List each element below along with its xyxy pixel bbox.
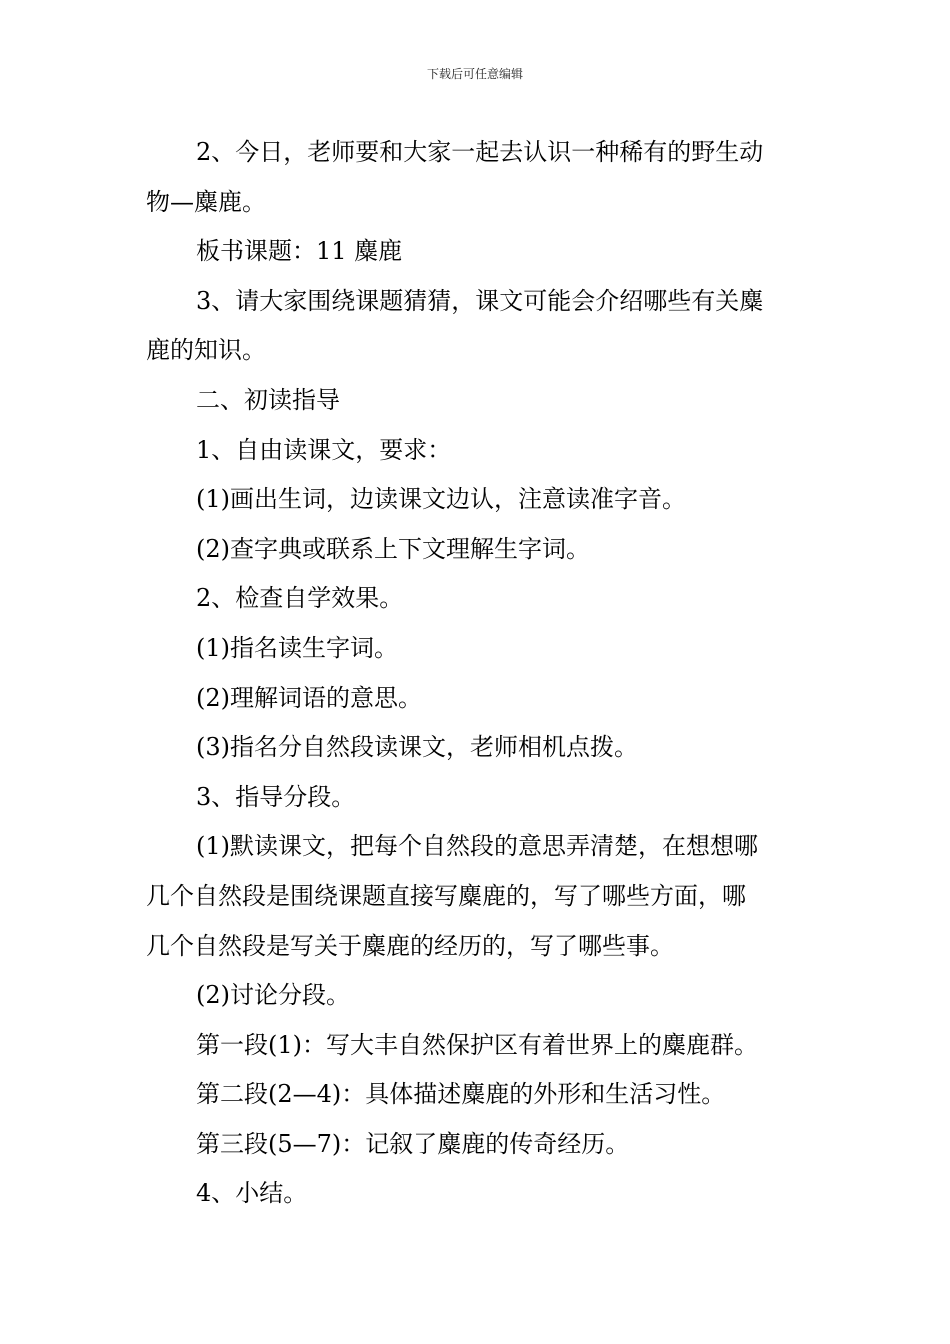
paragraph-guide-segmenting: 3、指导分段。 <box>196 782 356 811</box>
paragraph-read-by-paragraph: (3)指名分自然段读课文，老师相机点拨。 <box>196 733 638 762</box>
paragraph-segment-two: 第二段(2—4)：具体描述麋鹿的外形和生活习性。 <box>196 1080 726 1109</box>
paragraph-intro-line-1: 2、今日，老师要和大家一起去认识一种稀有的野生动 <box>196 138 764 166</box>
document-body <box>146 128 810 1219</box>
paragraph-understand-words: (2)理解词语的意思。 <box>196 683 422 712</box>
paragraph-mark-words: (1)画出生词，边读课文边认，注意读准字音。 <box>196 485 686 514</box>
page-header: 下载后可任意编辑 <box>426 67 523 81</box>
paragraph-free-reading: 1、自由读课文，要求： <box>196 435 452 464</box>
paragraph-silent-read-line-3: 几个自然段是写关于麋鹿的经历的，写了哪些事。 <box>146 931 674 960</box>
paragraph-discuss-segmenting: (2)讨论分段。 <box>196 981 350 1010</box>
paragraph-intro-line-2: 物—麋鹿。 <box>146 187 266 216</box>
paragraph-silent-read-line-2: 几个自然段是围绕课题直接写麋鹿的，写了哪些方面，哪 <box>146 881 746 910</box>
paragraph-segment-three: 第三段(5—7)：记叙了麋鹿的传奇经历。 <box>196 1129 630 1158</box>
paragraph-dictionary: (2)查字典或联系上下文理解生字词。 <box>196 534 590 563</box>
paragraph-read-words: (1)指名读生字词。 <box>196 633 398 662</box>
section-heading-first-reading: 二、初读指导 <box>196 385 340 414</box>
paragraph-silent-read-line-1: (1)默读课文，把每个自然段的意思弄清楚，在想想哪 <box>196 832 758 861</box>
paragraph-summary: 4、小结。 <box>196 1179 308 1208</box>
paragraph-check-self-study: 2、检查自学效果。 <box>196 584 404 613</box>
paragraph-segment-one: 第一段(1)：写大丰自然保护区有着世界上的麋鹿群。 <box>196 1030 758 1059</box>
paragraph-board-title: 板书课题：11 麋鹿 <box>196 237 403 266</box>
paragraph-guess-line-2: 鹿的知识。 <box>146 336 266 365</box>
paragraph-guess-line-1: 3、请大家围绕课题猜猜，课文可能会介绍哪些有关麋 <box>196 286 764 315</box>
